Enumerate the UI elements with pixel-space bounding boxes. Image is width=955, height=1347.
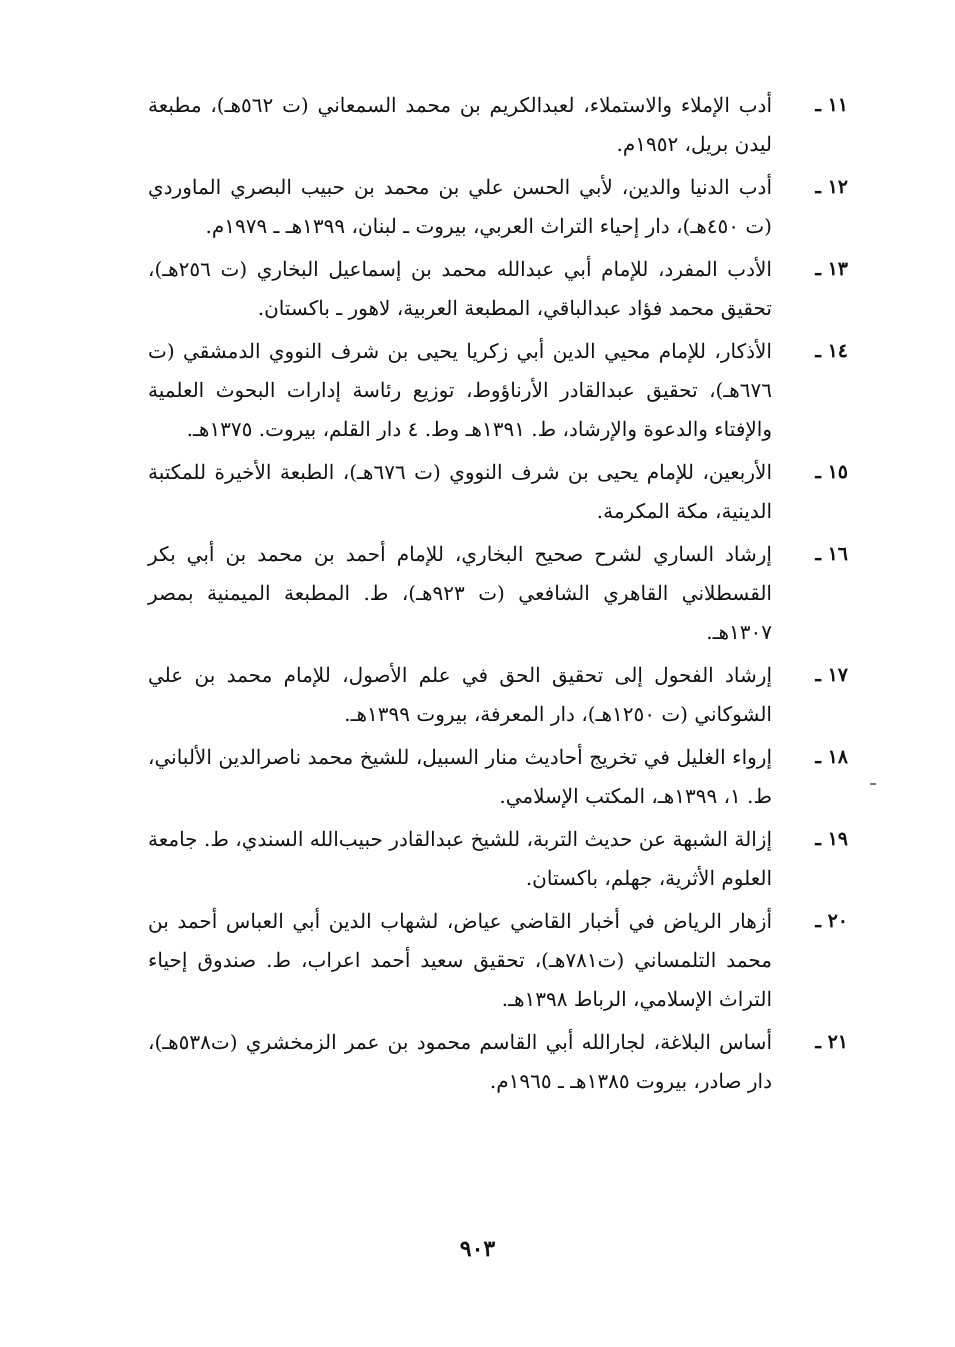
- entry-text: أدب الإملاء والاستملاء، لعبدالكريم بن محمد السمعاني (ت ٥٦٢هـ)، مطبعة ليدن بريل، ١٩٥٢م.: [148, 93, 772, 156]
- bibliography-entry: [148, 738, 848, 816]
- entry-text: الأدب المفرد، للإمام أبي عبدالله محمد بن إسماعيل البخاري (ت ٢٥٦هـ)، تحقيق محمد فؤاد عبدالباقي، المطبعة العربية، لاهور ـ باكستان.: [148, 257, 772, 320]
- bibliography-entry: [148, 902, 848, 1019]
- entry-number: ١٤ ـ: [815, 340, 848, 362]
- margin-mark: [870, 783, 876, 785]
- entry-number: ١٧ ـ: [815, 664, 848, 686]
- entry-text: إزالة الشبهة عن حديث التربة، للشيخ عبدالقادر حبيب‌الله السندي، ط. جامعة العلوم الأثرية، جهلم، باكستان.: [148, 827, 772, 890]
- entry-text: إرشاد الساري لشرح صحيح البخاري، للإمام أحمد بن محمد بن أبي بكر القسطلاني القاهري الشافعي (ت ٩٢٣هـ)، ط. المطبعة الميمنية بمصر ١٣٠٧هـ.: [148, 542, 772, 644]
- bibliography-entry: [148, 453, 848, 531]
- bibliography-entry: [148, 168, 848, 246]
- entry-number: ٢١ ـ: [815, 1031, 848, 1053]
- entry-number: ٢٠ ـ: [815, 910, 848, 932]
- bibliography-entry: [148, 1023, 848, 1101]
- entry-text: الأذكار، للإمام محيي الدين أبي زكريا يحيى بن شرف النووي الدمشقي (ت ٦٧٦هـ)، تحقيق عبدالقادر الأرناؤوط، توزيع رئاسة إدارات البحوث العلمية والإفتاء والدعوة والإرشاد، ط. ١٣٩١هـ وط. ٤ دار القلم، بيروت. ١٣٧٥هـ.: [148, 339, 772, 441]
- bibliography-entry: [148, 86, 848, 164]
- bibliography-entry: [148, 820, 848, 898]
- bibliography-entry: [148, 332, 848, 449]
- bibliography-entry: [148, 250, 848, 328]
- bibliography-list: [148, 86, 848, 1105]
- entry-number: ١١ ـ: [815, 94, 848, 116]
- entry-number: ١٨ ـ: [815, 746, 848, 768]
- entry-number: ١٢ ـ: [815, 176, 848, 198]
- entry-text: إرواء الغليل في تخريج أحاديث منار السبيل، للشيخ محمد ناصرالدين الألباني، ط. ١، ١٣٩٩هـ، المكتب الإسلامي.: [148, 745, 772, 808]
- entry-text: إرشاد الفحول إلى تحقيق الحق في علم الأصول، للإمام محمد بن علي الشوكاني (ت ١٢٥٠هـ)، دار المعرفة، بيروت ١٣٩٩هـ.: [148, 663, 772, 726]
- entry-number: ١٦ ـ: [815, 543, 848, 565]
- entry-text: أساس البلاغة، لجارالله أبي القاسم محمود بن عمر الزمخشري (ت٥٣٨هـ)، دار صادر، بيروت ١٣٨٥هـ ـ ١٩٦٥م.: [148, 1030, 772, 1093]
- entry-number: ١٣ ـ: [815, 258, 848, 280]
- entry-text: أزهار الرياض في أخبار القاضي عياض، لشهاب الدين أبي العباس أحمد بن محمد التلمساني (ت٧٨١هـ)، تحقيق سعيد أحمد اعراب، ط. صندوق إحياء التراث الإسلامي، الرباط ١٣٩٨هـ.: [148, 909, 772, 1011]
- bibliography-entry: [148, 656, 848, 734]
- bibliography-entry: [148, 535, 848, 652]
- entry-text: الأربعين، للإمام يحيى بن شرف النووي (ت ٦٧٦هـ)، الطبعة الأخيرة للمكتبة الدينية، مكة المكرمة.: [148, 460, 772, 523]
- entry-number: ١٩ ـ: [815, 828, 848, 850]
- entry-number: ١٥ ـ: [815, 461, 848, 483]
- entry-text: أدب الدنيا والدين، لأبي الحسن علي بن محمد بن حبيب البصري الماوردي (ت ٤٥٠هـ)، دار إحياء التراث العربي، بيروت ـ لبنان، ١٣٩٩هـ ـ ١٩٧٩م.: [148, 175, 772, 238]
- page-number: ٩٠٣: [459, 1236, 496, 1262]
